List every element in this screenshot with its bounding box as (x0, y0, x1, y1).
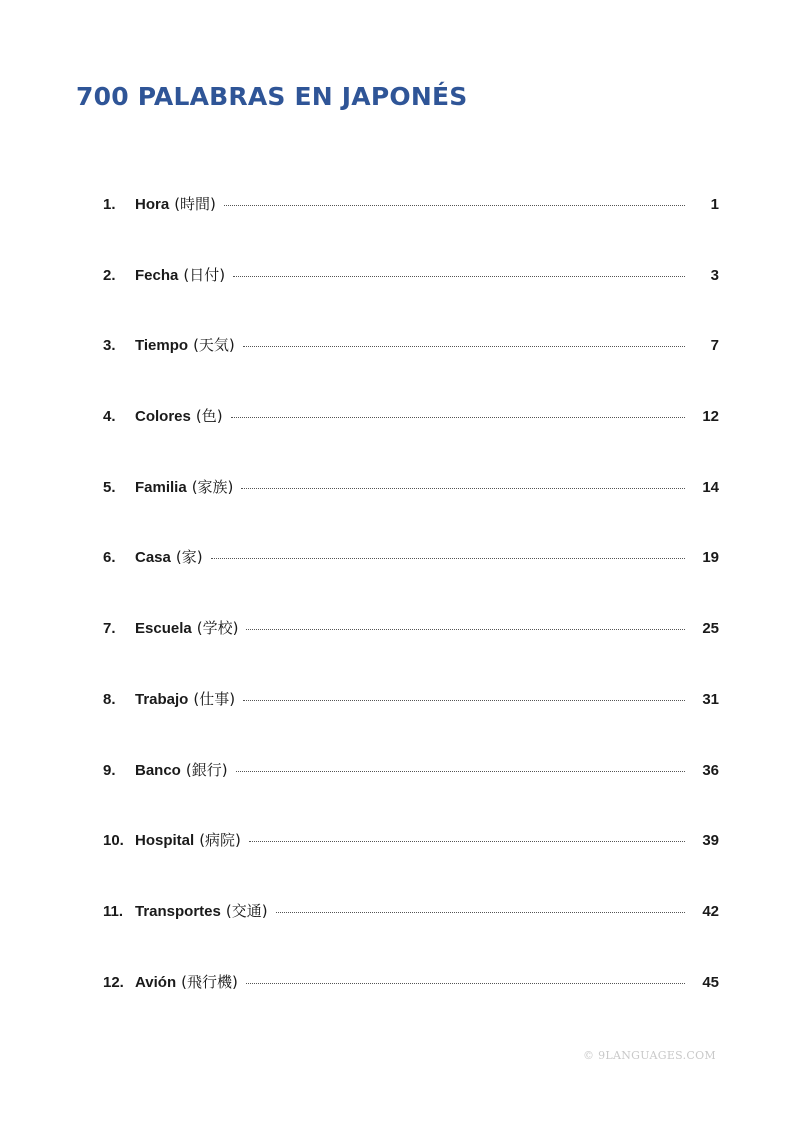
toc-entry[interactable] (103, 968, 719, 1039)
toc-entry-label: Banco (135, 761, 181, 779)
toc-entry-label: Tiempo (135, 337, 189, 355)
dot-leader (276, 912, 685, 913)
toc-entry-label: Hospital (135, 832, 195, 850)
toc-entry-page: 31 (702, 690, 719, 708)
dot-leader (233, 276, 685, 277)
toc-entry-japanese: (仕事) (193, 689, 236, 708)
toc-entry[interactable] (103, 261, 719, 332)
toc-entry-page: 36 (702, 761, 719, 779)
toc-entry[interactable] (103, 190, 719, 261)
toc-entry-japanese: (時間) (174, 195, 216, 213)
toc-entry-japanese: (交通) (225, 901, 268, 920)
toc-entry-page: 42 (702, 902, 719, 920)
dot-leader (211, 558, 685, 559)
toc-entry-number: 3. (103, 337, 116, 355)
dot-leader (224, 205, 685, 206)
toc-entry-number: 2. (103, 266, 116, 284)
toc-entry-japanese: (家) (175, 548, 203, 567)
toc-entry[interactable] (103, 402, 719, 473)
page-title: 700 PALABRAS EN JAPONÉS (76, 82, 468, 111)
toc-entry-number: 8. (103, 690, 116, 708)
dot-leader (246, 983, 685, 984)
toc-entry-japanese: (病院) (199, 831, 241, 850)
toc-entry-page: 25 (702, 620, 719, 638)
toc-entry-number: 6. (103, 549, 116, 567)
table-of-contents (103, 190, 719, 1038)
toc-entry-label: Hora (135, 196, 170, 213)
toc-entry-japanese: (日付) (183, 265, 226, 284)
dot-leader (246, 629, 685, 630)
dot-leader (241, 488, 685, 489)
toc-entry[interactable] (103, 897, 719, 968)
toc-entry-japanese: (色) (195, 407, 223, 426)
toc-entry-number: 5. (103, 478, 116, 496)
dot-leader (231, 417, 685, 418)
toc-entry[interactable] (103, 685, 719, 756)
toc-entry-page: 39 (702, 832, 719, 850)
toc-entry[interactable] (103, 473, 719, 544)
dot-leader (243, 700, 685, 701)
toc-entry[interactable] (103, 826, 719, 897)
toc-entry[interactable] (103, 756, 719, 827)
toc-entry-page: 3 (710, 266, 719, 284)
toc-entry-label: Transportes (135, 902, 221, 920)
toc-entry-page: 14 (702, 478, 719, 496)
toc-entry-japanese: (学校) (196, 619, 239, 638)
toc-entry-label: Fecha (135, 266, 179, 284)
toc-entry-japanese: (天気) (193, 336, 235, 355)
toc-entry[interactable] (103, 543, 719, 614)
toc-entry-number: 4. (103, 408, 116, 426)
toc-entry-page: 1 (710, 196, 719, 213)
dot-leader (243, 346, 685, 347)
toc-entry-number: 12. (103, 973, 124, 991)
toc-entry-label: Escuela (135, 620, 192, 638)
toc-entry-japanese: (飛行機) (181, 972, 238, 991)
toc-entry-japanese: (銀行) (185, 760, 228, 779)
toc-entry-page: 12 (702, 408, 719, 426)
copyright-watermark: © 9LANGUAGES.COM (583, 1049, 716, 1062)
toc-entry[interactable] (103, 331, 719, 402)
toc-entry-label: Avión (135, 973, 177, 991)
dot-leader (236, 771, 685, 772)
toc-entry-number: 10. (103, 832, 124, 850)
toc-entry-page: 19 (702, 549, 719, 567)
toc-entry-japanese: (家族) (191, 477, 234, 496)
toc-entry-label: Colores (135, 408, 191, 426)
toc-entry-number: 11. (103, 902, 124, 920)
toc-entry-label: Familia (135, 478, 187, 496)
toc-entry-page: 45 (702, 973, 719, 991)
toc-entry-label: Trabajo (135, 690, 189, 708)
toc-entry-number: 1. (103, 196, 116, 213)
toc-entry[interactable] (103, 614, 719, 685)
dot-leader (249, 841, 685, 842)
toc-entry-number: 7. (103, 620, 116, 638)
toc-entry-label: Casa (135, 549, 171, 567)
toc-entry-page: 7 (710, 337, 719, 355)
toc-entry-number: 9. (103, 761, 116, 779)
